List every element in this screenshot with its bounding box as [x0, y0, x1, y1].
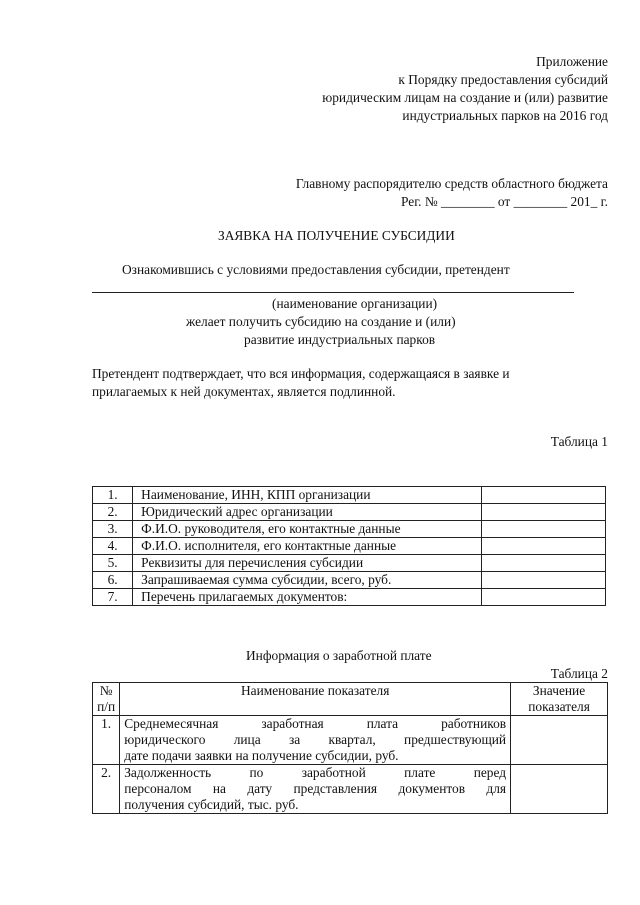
row-label: Реквизиты для перечисления субсидии: [133, 555, 481, 572]
row-label: Ф.И.О. руководителя, его контактные данные: [133, 521, 481, 538]
row-number: 1.: [93, 716, 120, 765]
table-row: [93, 521, 606, 538]
row-number: 7.: [93, 589, 133, 606]
row-value-cell: [481, 487, 606, 504]
row-label: Задолженность по заработной плате перед персоналом на дату представления документов для получения субсидий, тыс. руб.: [120, 765, 511, 814]
row-number: 1.: [93, 487, 133, 504]
row-label: Наименование, ИНН, КПП организации: [133, 487, 481, 504]
appendix-line-2: к Порядку предоставления субсидий: [398, 72, 608, 87]
row-number: 6.: [93, 572, 133, 589]
confirm-line-2: прилагаемых к ней документах, является подлинной.: [92, 384, 396, 399]
application-table: [92, 486, 606, 606]
addressee-line: Главному распорядителю средств областного бюджета: [295, 176, 608, 191]
header-number: № п/п: [93, 683, 120, 716]
table2-caption: Таблица 2: [550, 666, 608, 681]
table-row: [93, 538, 606, 555]
row-label: Запрашиваемая сумма субсидии, всего, руб.: [133, 572, 481, 589]
table-row: [93, 765, 608, 814]
row-value-cell: [511, 765, 608, 814]
row-label: Перечень прилагаемых документов:: [133, 589, 481, 606]
row-number: 4.: [93, 538, 133, 555]
header-value: Значение показателя: [511, 683, 608, 716]
table-row: [93, 572, 606, 589]
row-number: 2.: [93, 504, 133, 521]
appendix-line-1: Приложение: [536, 54, 608, 69]
registration-line: Рег. № ________ от ________ 201_ г.: [400, 194, 608, 209]
appendix-line-4: индустриальных парков на 2016 год: [402, 108, 608, 123]
table1-caption: Таблица 1: [550, 434, 608, 449]
intro-line-2: желает получить субсидию на создание и (или): [186, 314, 456, 329]
row-number: 3.: [93, 521, 133, 538]
organization-name-hint: (наименование организации): [272, 296, 438, 311]
row-number: 2.: [93, 765, 120, 814]
header-name: Наименование показателя: [120, 683, 511, 716]
document-title: ЗАЯВКА НА ПОЛУЧЕНИЕ СУБСИДИИ: [218, 228, 455, 243]
organization-name-underline: [92, 292, 574, 293]
appendix-line-3: юридическим лицам на создание и (или) развитие: [322, 90, 608, 105]
row-number: 5.: [93, 555, 133, 572]
intro-line-3: развитие индустриальных парков: [244, 332, 436, 347]
row-label: Ф.И.О. исполнителя, его контактные данные: [133, 538, 481, 555]
table2-heading: Информация о заработной плате: [246, 648, 432, 663]
row-value-cell: [481, 555, 606, 572]
row-value-cell: [511, 716, 608, 765]
table-row: [93, 555, 606, 572]
table-row: [93, 487, 606, 504]
table-row: [93, 504, 606, 521]
salary-table: [92, 682, 608, 814]
table-row: [93, 589, 606, 606]
row-value-cell: [481, 572, 606, 589]
row-value-cell: [481, 538, 606, 555]
confirm-line-1: Претендент подтверждает, что вся информация, содержащаяся в заявке и: [92, 366, 510, 381]
row-value-cell: [481, 504, 606, 521]
table-header-row: [93, 683, 608, 716]
row-value-cell: [481, 589, 606, 606]
intro-line-1: Ознакомившись с условиями предоставления субсидии, претендент: [122, 262, 510, 277]
row-value-cell: [481, 521, 606, 538]
row-label: Среднемесячная заработная плата работников юридического лица за квартал, предшествующий дате подачи заявки на получение субсидии, руб.: [120, 716, 511, 765]
table-row: [93, 716, 608, 765]
row-label: Юридический адрес организации: [133, 504, 481, 521]
